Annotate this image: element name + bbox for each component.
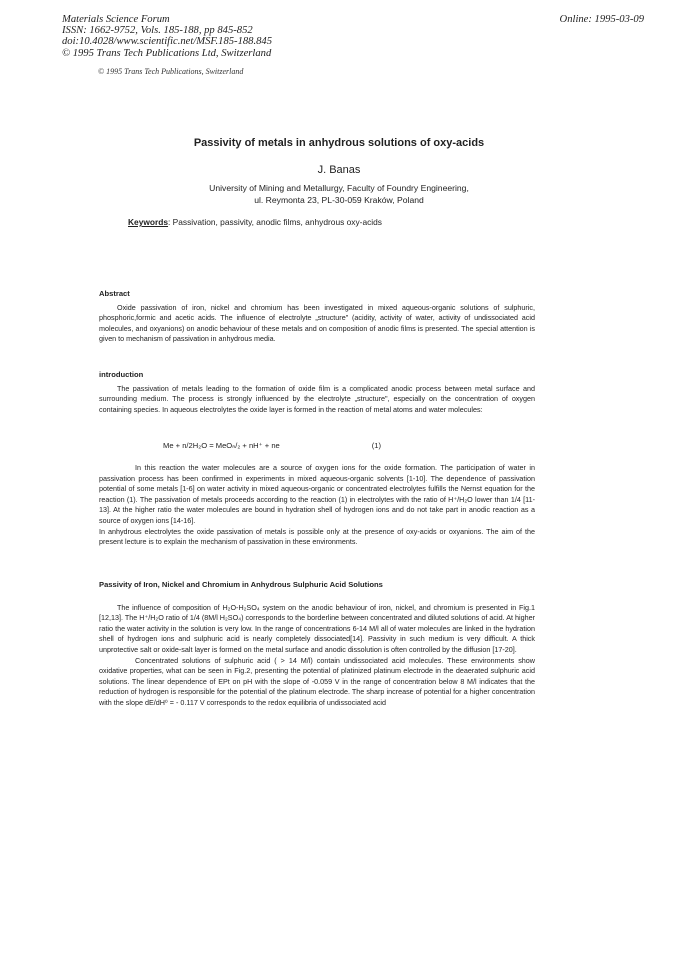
doi-link[interactable]: doi:10.4028/www.scientific.net/MSF.185-188.845 (62, 36, 272, 48)
section-sulphuric (99, 580, 535, 709)
introduction-heading: introduction (99, 370, 144, 379)
section-sulphuric-paragraph-2: Concentrated solutions of sulphuric acid ( > 14 M/l) contain undissociated acid molecules. These environments show oxidative properties, what can be seen in Fig.2, presenting the potential of platinized platinum electrode in the deaerated sulphuric acid solutions. The linear dependence of EPt on pH with the slope of -0.059 V in the range of concentration below 8 M/l indicates that the reduction of hydrogen is responsible for the potential of the platinum electrode. The sharp increase of potential for a higher concentration with the slope dE/dH⁰ = - 0.117 V corresponds to the redox equilibria of undissociated acid (99, 655, 535, 707)
abstract-heading: Abstract (99, 289, 130, 298)
equation-number: (1) (371, 441, 382, 450)
abstract-section (99, 289, 535, 345)
introduction-paragraph-2: In this reaction the water molecules are a source of oxygen ions for the oxide formation. The participation of water in passivation process has been confirmed in experiments in mixed aqueous-organic solvents [1-10]. The dependence of passivation potential of some metals [1-6] on water activity in mixed aqueous-organic or concentrated electrolytes fulfills the Nernst equation for the reaction (1). The passivation of metals proceeds according to the reaction (1) in electrolytes with the ratio of H⁺/H₂O lower than 1/4 [11-13]. At the higher ratio the water molecules are bound in hydration shell of hydrogen ions and do not take part in anodic reaction as a source of oxygen ions [14-16]. (99, 463, 535, 525)
journal-header (62, 14, 272, 59)
affiliation (0, 182, 678, 206)
paper-title: Passivity of metals in anhydrous solutions of oxy-acids (193, 137, 485, 149)
keywords-text: : Passivation, passivity, anodic films, anhydrous oxy-acids (168, 217, 382, 227)
journal-name: Materials Science Forum (62, 14, 170, 25)
author-name: J. Banas (317, 164, 361, 176)
affiliation-line-1: University of Mining and Metallurgy, Faculty of Foundry Engineering, (209, 183, 469, 193)
affiliation-line-2: ul. Reymonta 23, PL-30-059 Kraków, Poland (254, 195, 424, 205)
abstract-text: Oxide passivation of iron, nickel and chromium has been investigated in mixed aqueous-organic solutions of sulphuric, phosphoric,formic and acetic acids. The influence of electrolyte „structure" (acidity, activity of water, activity of undissociated acid molecules, and oxyanions) on anodic behaviour of these metals and on composition of anodic films is presented. The special attention is given to mechanism of passivation in anhydrous media. (99, 302, 535, 344)
introduction-continued (99, 463, 535, 548)
issn-line: ISSN: 1662-9752, Vols. 185-188, pp 845-852 (62, 25, 253, 37)
original-stamp: © 1995 Trans Tech Publications, Switzerland (98, 67, 244, 76)
online-date: Online: 1995-03-09 (559, 14, 644, 25)
keywords (128, 217, 382, 227)
section-sulphuric-paragraph-1: The influence of composition of H₂O-H₂SO₄ system on the anodic behaviour of iron, nickel, and chromium is presented in Fig.1 [12,13]. The H⁺/H₂O ratio of 1/4 (8M/l H₂SO₄) corresponds to the borderline between concentrated and diluted solutions of acid. At higher ratio the water activity in the solution is very low. In the range of concentrations 6-14 M/l all of water molecules are linked in the hydration shell of hydrogen ions and sulphuric acid is nearly completely dissociated[14]. Passivity in such medium is very difficult. A thick unprotective salt or oxide-salt layer is formed on the metal surface and anodic dissolution is often controlled by the diffusion [17-20]. (99, 602, 535, 654)
keywords-label: Keywords (128, 217, 169, 227)
introduction-paragraph-3: In anhydrous electrolytes the oxide passivation of metals is possible only at the presence of oxy-acids or oxyanions. The aim of the present lecture is to explain the mechanism of passivation in these environments. (99, 526, 535, 547)
introduction-paragraph-1: The passivation of metals leading to the formation of oxide film is a complicated anodic process between metal surface and surrounding medium. The process is strongly influenced by the electrolyte „structure", especially on the concentration of oxygen containing species. In aqueous electrolytes the oxide layer is formed in the reaction of metal atoms and water molecules: (99, 383, 535, 414)
section-sulphuric-heading: Passivity of Iron, Nickel and Chromium in Anhydrous Sulphuric Acid Solutions (99, 580, 383, 589)
introduction-section (99, 370, 535, 415)
equation-text: Me + n/2H₂O = MeOₙ/₂ + nH⁺ + ne (163, 441, 280, 450)
copyright-line: © 1995 Trans Tech Publications Ltd, Switzerland (62, 47, 272, 59)
equation-1 (163, 441, 381, 450)
